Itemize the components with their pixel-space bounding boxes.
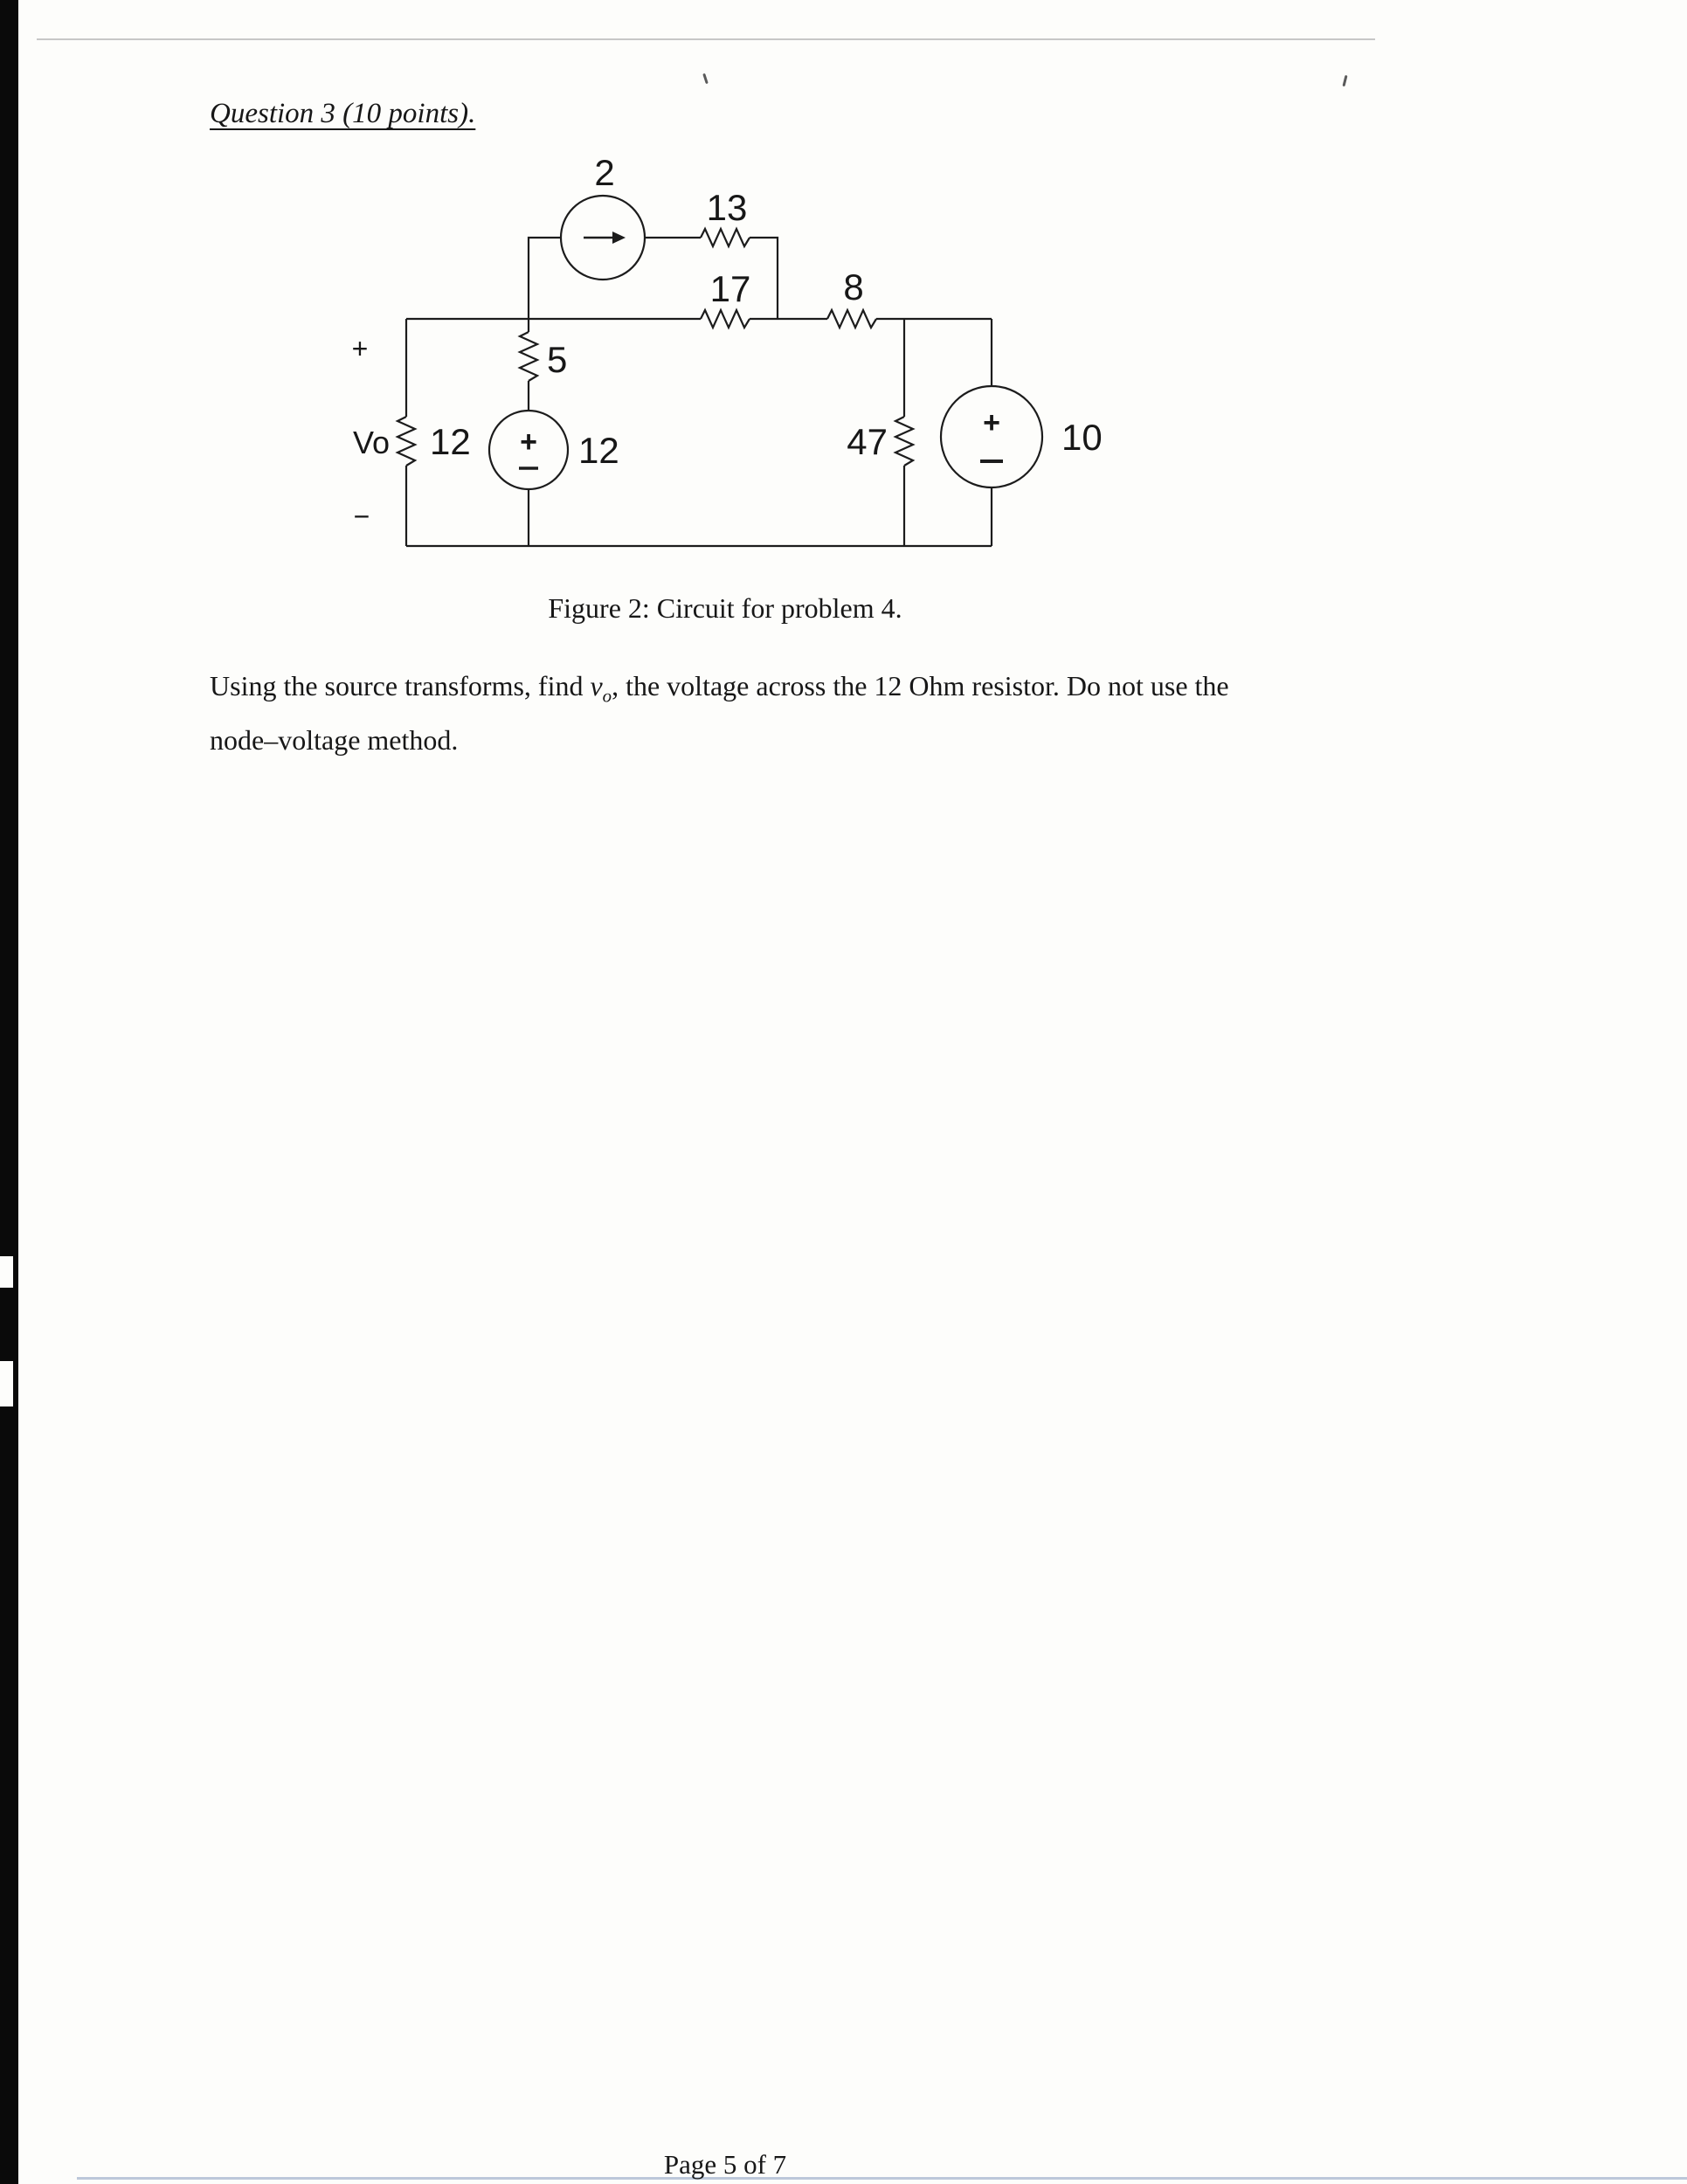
vo-variable bbox=[590, 670, 612, 707]
resistor-8-label: 8 bbox=[843, 266, 864, 308]
current-source-label: 2 bbox=[594, 152, 615, 193]
problem-line-2: node–voltage method. bbox=[210, 724, 459, 757]
scan-speck bbox=[1342, 75, 1347, 86]
voltage-source-12-label: 12 bbox=[578, 430, 619, 471]
scan-edge-notch bbox=[0, 1361, 13, 1406]
problem-text-lead: Using the source transforms, find bbox=[210, 670, 591, 702]
resistor-13 bbox=[701, 229, 750, 246]
resistor-12 bbox=[398, 417, 415, 466]
scan-edge-artifact bbox=[0, 0, 18, 2184]
resistor-17-label: 17 bbox=[709, 268, 751, 309]
circuit-wires bbox=[406, 238, 992, 546]
voltage-source-10-label: 10 bbox=[1061, 417, 1103, 458]
scan-speck bbox=[702, 73, 709, 84]
vo-plus-sign: + bbox=[351, 333, 369, 364]
plus-icon: + bbox=[520, 425, 537, 459]
vo-variable-subscript: o bbox=[602, 686, 612, 707]
resistor-5 bbox=[520, 332, 537, 381]
problem-line-1 bbox=[210, 664, 1229, 718]
resistor-8 bbox=[827, 310, 876, 328]
vo-variable-letter: v bbox=[590, 670, 603, 702]
problem-statement bbox=[210, 664, 1229, 762]
scan-line-artifact bbox=[37, 38, 1375, 40]
resistor-47 bbox=[895, 417, 913, 466]
problem-text-rest: , the voltage across the 12 Ohm resistor. Do not use the bbox=[612, 670, 1229, 702]
resistor-47-label: 47 bbox=[847, 421, 888, 462]
question-title: Question 3 (10 points). bbox=[210, 98, 476, 129]
resistor-13-label: 13 bbox=[706, 187, 748, 228]
resistor-12-label: 12 bbox=[430, 421, 471, 462]
figure-caption: Figure 2: Circuit for problem 4. bbox=[548, 592, 902, 624]
plus-icon: + bbox=[983, 406, 1000, 439]
vo-label: Vo bbox=[352, 425, 390, 460]
circuit-diagram bbox=[323, 122, 1127, 594]
resistor-17 bbox=[701, 310, 750, 328]
scan-edge-notch bbox=[0, 1256, 13, 1288]
vo-minus-sign: − bbox=[353, 501, 370, 532]
resistor-5-label: 5 bbox=[547, 339, 568, 380]
page-footer: Page 5 of 7 bbox=[663, 2149, 787, 2180]
